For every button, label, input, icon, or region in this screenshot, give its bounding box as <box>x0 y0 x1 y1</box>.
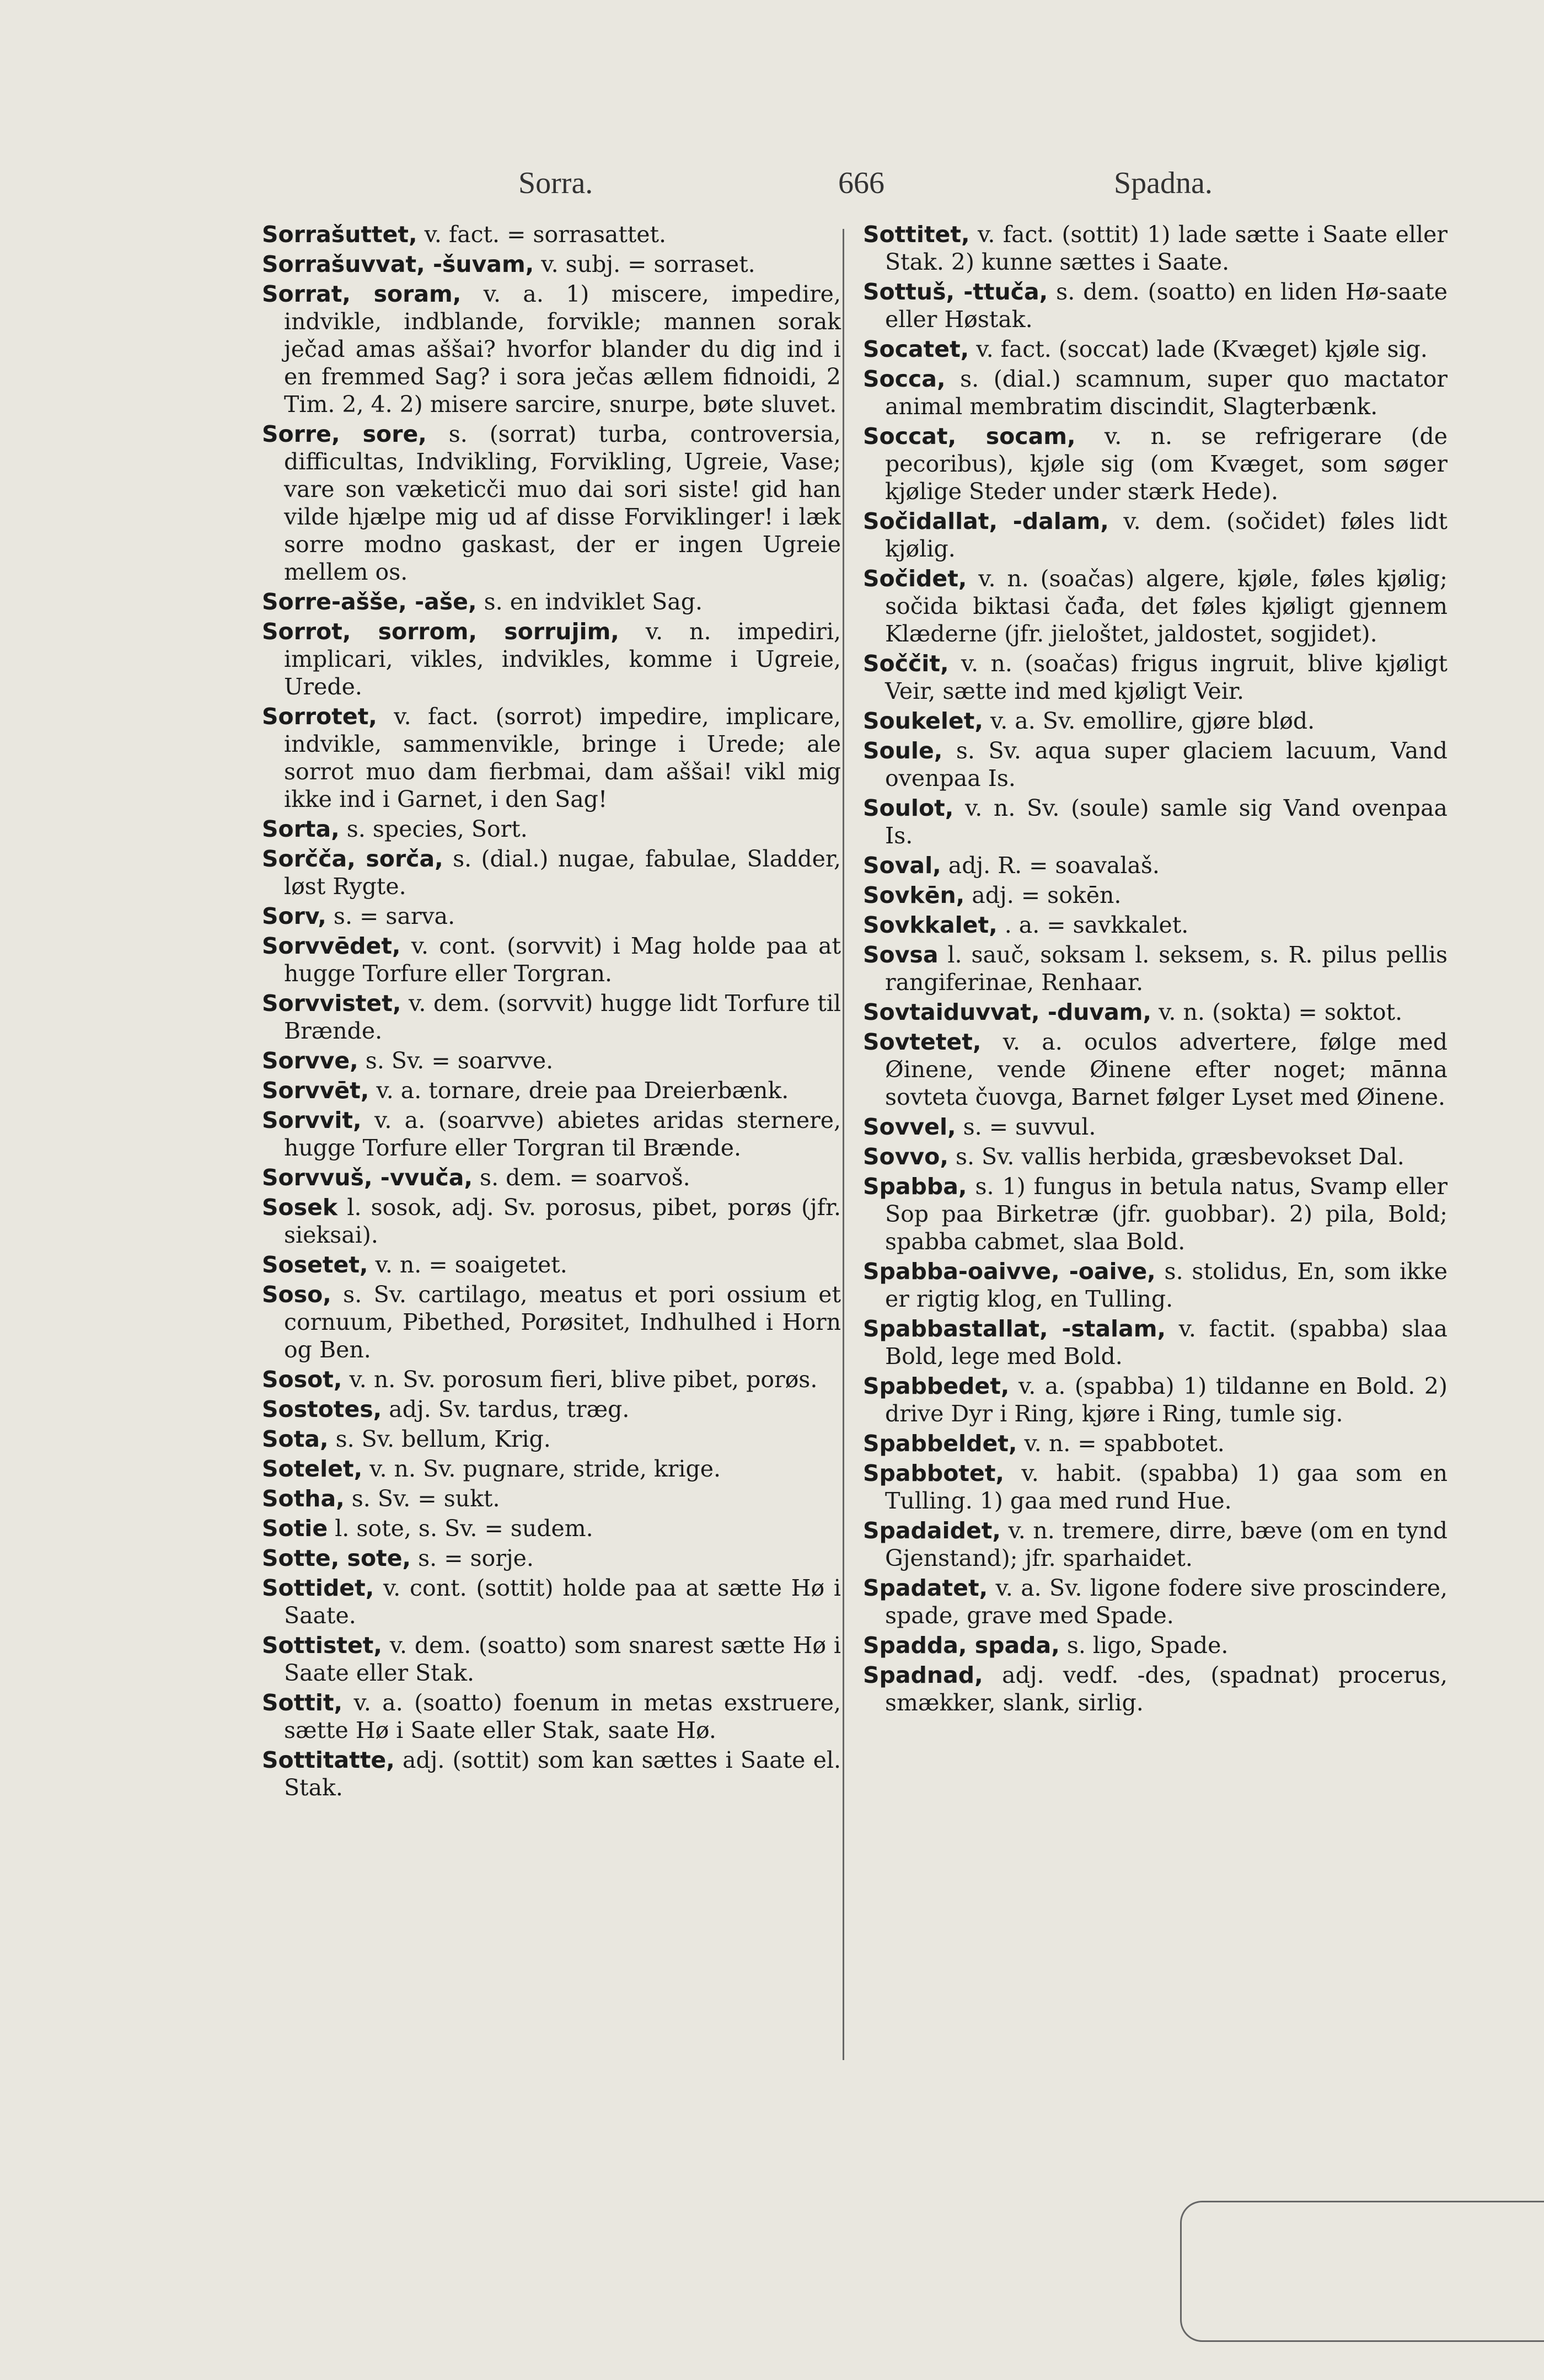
dictionary-entry <box>262 1746 841 1801</box>
column-divider <box>843 229 844 2060</box>
definition: s. = sorje. <box>411 1545 534 1571</box>
definition: l. sauč, soksam l. seksem, s. R. pilus pellis rangiferinae, Renhaar. <box>885 942 1447 996</box>
dictionary-entry <box>262 1689 841 1744</box>
dictionary-entry <box>863 1143 1447 1170</box>
headword: Sotie <box>262 1515 328 1542</box>
dictionary-entry <box>863 1315 1447 1370</box>
definition: v. dem. (sorvvit) hugge lidt Torfure til Brænde. <box>284 990 841 1044</box>
dictionary-entry <box>863 278 1447 333</box>
definition: s. Sv. cartilago, meatus et pori ossium et cornuum, Pibethed, Porøsitet, Indhulhed i Horn og Ben. <box>284 1281 841 1363</box>
headword: Sottuš, -ttuča, <box>863 279 1048 305</box>
headword: Socca, <box>863 366 946 392</box>
dictionary-entry <box>863 852 1447 879</box>
dictionary-entry <box>863 365 1447 420</box>
dictionary-entry <box>262 1574 841 1629</box>
dictionary-entry <box>863 1517 1447 1572</box>
definition: v. n. Sv. pugnare, stride, krige. <box>362 1456 721 1482</box>
definition: v. n. (soačas) algere, kjøle, føles kjølig; sočida biktasi čađa, det føles kjøligt gjennem Klæderne (jfr. jieloštet, jaldostet, sogjidet). <box>885 565 1447 647</box>
dictionary-entry <box>262 1077 841 1104</box>
definition: s. (sorrat) turba, controversia, difficultas, Indvikling, Forvikling, Ugreie, Vase; vare son væketicči muo dai sori siste! gid han vilde hjælpe mig ud af disse Forviklinger! i læk sorre modno gaskast, der er ingen Ugreie mellem os. <box>284 421 841 585</box>
headword: Spabbedet, <box>863 1373 1010 1399</box>
headword: Soččit, <box>863 650 949 677</box>
headword: Spadatet, <box>863 1575 988 1601</box>
headword: Sostotes, <box>262 1396 382 1422</box>
headword: Sovkkalet, <box>863 912 998 938</box>
dictionary-entry <box>863 422 1447 505</box>
headword: Soccat, socam, <box>863 423 1076 450</box>
definition: s. en indviklet Sag. <box>476 589 703 615</box>
dictionary-entry <box>863 1574 1447 1629</box>
dictionary-entry <box>262 1515 841 1542</box>
left-column <box>262 221 841 1804</box>
headword: Soukelet, <box>863 708 983 734</box>
dictionary-entry <box>863 911 1447 939</box>
dictionary-entry <box>863 565 1447 648</box>
dictionary-entry <box>863 650 1447 705</box>
definition: v. a. (spabba) 1) tildanne en Bold. 2) drive Dyr i Ring, kjøre i Ring, tumle sig. <box>885 1373 1447 1427</box>
definition: s. stolidus, En, som ikke er rigtig klog, en Tulling. <box>885 1258 1447 1312</box>
dictionary-entry <box>863 1028 1447 1111</box>
dictionary-entry <box>262 1281 841 1363</box>
headword: Sottistet, <box>262 1632 382 1659</box>
definition: v. a. 1) miscere, impedire, indvikle, indblande, forvikle; mannen sorak ječad amas aššai? hvorfor blander du dig ind i en fremmed Sag? i sora ječas ællem fidnoidi, 2 Tim. 2, 4. 2) misere sarcire, snurpe, bøte sluvet. <box>284 281 841 418</box>
definition: s. 1) fungus in betula natus, Svamp eller Sop paa Birketræ (jfr. guobbar). 2) pila, Bold; spabba cabmet, slaa Bold. <box>885 1173 1447 1255</box>
headword: Spadaidet, <box>863 1517 1001 1544</box>
definition: s. Sv. aqua super glaciem lacuum, Vand ovenpaa Is. <box>885 737 1447 791</box>
headword: Sovsa <box>863 942 939 968</box>
headword: Sorrašuttet, <box>262 221 417 248</box>
headword: Spabbeldet, <box>863 1430 1017 1457</box>
dictionary-entry <box>262 902 841 930</box>
headword: Sota, <box>262 1426 329 1452</box>
headword: Sovtetet, <box>863 1029 982 1055</box>
headword: Spabba, <box>863 1173 967 1200</box>
headword: Sorre-ašše, -aše, <box>262 589 477 615</box>
definition: v. fact. (sorrot) impedire, implicare, indvikle, sammenvikle, bringe i Urede; ale sorrot muo dam fierbmai, dam aššai! vikl mig ikke ind i Garnet, i den Sag! <box>284 703 841 812</box>
dictionary-entry <box>863 335 1447 363</box>
definition: v. fact. (sottit) 1) lade sætte i Saate eller Stak. 2) kunne sættes i Saate. <box>885 221 1447 275</box>
headword: Sottidet, <box>262 1575 374 1601</box>
headword: Sotelet, <box>262 1456 363 1482</box>
dictionary-entry <box>863 1258 1447 1313</box>
headword: Sorre, sore, <box>262 421 427 447</box>
definition: s. Sv. = soarvve. <box>358 1047 554 1074</box>
headword: Soulot, <box>863 795 954 821</box>
dictionary-entry <box>863 1113 1447 1141</box>
definition: s. dem. (soatto) en liden Hø-saate eller Høstak. <box>885 279 1447 333</box>
headword: Sovkēn, <box>863 882 965 908</box>
dictionary-entry <box>863 998 1447 1026</box>
dictionary-entry <box>863 1661 1447 1716</box>
definition: v. cont. (sottit) holde paa at sætte Hø i Saate. <box>284 1575 841 1629</box>
definition: v. a. Sv. emollire, gjøre blød. <box>983 708 1315 734</box>
dictionary-entry <box>262 703 841 813</box>
headword: Sorčča, sorča, <box>262 846 443 872</box>
dictionary-entry <box>262 280 841 418</box>
headword: Spadnad, <box>863 1662 983 1688</box>
dictionary-entry <box>863 737 1447 792</box>
definition: s. (dial.) nugae, fabulae, Sladder, løst Rygte. <box>284 846 841 900</box>
headword: Sosot, <box>262 1366 342 1393</box>
definition: v. n. Sv. (soule) samle sig Vand ovenpaa Is. <box>885 795 1447 849</box>
definition: v. n. impediri, implicari, vikles, indvikles, komme i Ugreie, Urede. <box>284 618 841 700</box>
dictionary-entry <box>262 1485 841 1512</box>
definition: adj. = sokēn. <box>964 882 1122 908</box>
dictionary-entry <box>262 932 841 987</box>
definition: s. ligo, Spade. <box>1059 1632 1229 1659</box>
dictionary-entry <box>262 1366 841 1393</box>
dictionary-entry <box>262 588 841 616</box>
headword: Sorvvit, <box>262 1107 362 1133</box>
headword: Sotte, sote, <box>262 1545 411 1571</box>
definition: l. sote, s. Sv. = sudem. <box>328 1515 593 1542</box>
definition: v. habit. (spabba) 1) gaa som en Tulling. 1) gaa med rund Hue. <box>885 1460 1447 1514</box>
headword: Sovtaiduvvat, -duvam, <box>863 999 1152 1025</box>
definition: v. fact. (soccat) lade (Kvæget) kjøle sig. <box>969 336 1428 362</box>
headword: Sočidallat, -dalam, <box>863 508 1109 534</box>
definition: v. a. (soatto) foenum in metas exstruere, sætte Hø i Saate eller Stak, saate Hø. <box>284 1689 841 1743</box>
definition: . a. = savkkalet. <box>997 912 1189 938</box>
dictionary-entry <box>262 221 841 248</box>
definition: adj. R. = soavalaš. <box>941 852 1160 879</box>
definition: v. a. tornare, dreie paa Dreierbænk. <box>369 1077 789 1104</box>
headword: Sorvvistet, <box>262 990 401 1017</box>
definition: v. dem. (sočidet) føles lidt kjølig. <box>885 508 1448 562</box>
definition: v. a. (soarvve) abietes aridas sternere, hugge Torfure eller Torgran til Brænde. <box>284 1107 841 1161</box>
definition: adj. (sottit) som kan sættes i Saate el. Stak. <box>284 1747 841 1801</box>
running-head-right: Spadna. <box>1114 166 1213 200</box>
dictionary-entry <box>863 794 1447 849</box>
definition: v. a. oculos advertere, følge med Øinene, vende Øinene efter noget; mānna sovteta čuovga, Barnet følger Lyset med Øinene. <box>885 1029 1447 1110</box>
library-stamp-frame <box>1180 2201 1544 2342</box>
definition: v. fact. = sorrasattet. <box>417 221 667 248</box>
headword: Sorv, <box>262 903 326 929</box>
headword: Sočidet, <box>863 565 967 592</box>
definition: s. species, Sort. <box>339 816 528 842</box>
right-column <box>863 221 1447 1719</box>
definition: v. n. Sv. porosum fieri, blive pibet, porøs. <box>342 1366 818 1393</box>
definition: s. = suvvul. <box>956 1114 1096 1140</box>
dictionary-entry <box>262 1251 841 1279</box>
headword: Sottitet, <box>863 221 970 248</box>
headword: Sorrotet, <box>262 703 377 730</box>
definition: v. n. se refrigerare (de pecoribus), kjøle sig (om Kvæget, som søger kjølige Steder under stærk Hede). <box>885 423 1447 505</box>
definition: l. sosok, adj. Sv. porosus, pibet, porøs (jfr. sieksai). <box>284 1194 841 1248</box>
page-number: 666 <box>838 166 884 200</box>
headword: Sottit, <box>262 1689 343 1716</box>
headword: Sorrašuvvat, -šuvam, <box>262 251 534 277</box>
definition: adj. Sv. tardus, træg. <box>382 1396 630 1422</box>
dictionary-entry <box>262 845 841 900</box>
page-header <box>0 165 1544 215</box>
definition: v. dem. (soatto) som snarest sætte Hø i Saate eller Stak. <box>284 1632 841 1686</box>
dictionary-entry <box>262 1194 841 1249</box>
dictionary-entry <box>262 1544 841 1572</box>
headword: Socatet, <box>863 336 969 362</box>
definition: s. dem. = soarvoš. <box>473 1164 690 1191</box>
running-head-left: Sorra. <box>518 166 593 200</box>
dictionary-entry <box>863 1632 1447 1659</box>
dictionary-entry <box>863 1459 1447 1515</box>
headword: Sorrat, soram, <box>262 281 462 307</box>
definition: v. cont. (sorvvit) i Mag holde paa at hugge Torfure eller Torgran. <box>284 933 841 987</box>
headword: Soso, <box>262 1281 331 1308</box>
dictionary-entry <box>863 881 1447 909</box>
definition: s. Sv. bellum, Krig. <box>328 1426 551 1452</box>
dictionary-entry <box>863 1173 1447 1255</box>
definition: v. factit. (spabba) slaa Bold, lege med Bold. <box>885 1315 1447 1370</box>
definition: v. n. = soaigetet. <box>368 1251 567 1278</box>
dictionary-entry <box>262 1047 841 1074</box>
dictionary-entry <box>262 1425 841 1453</box>
definition: v. a. Sv. ligone fodere sive proscindere, spade, grave med Spade. <box>885 1575 1447 1629</box>
dictionary-entry <box>262 1632 841 1687</box>
dictionary-entry <box>262 815 841 843</box>
dictionary-entry <box>863 707 1447 735</box>
dictionary-entry <box>863 221 1447 276</box>
dictionary-entry <box>262 1455 841 1483</box>
dictionary-entry <box>262 1106 841 1162</box>
dictionary-entry <box>262 1164 841 1191</box>
dictionary-entry <box>262 420 841 586</box>
dictionary-entry <box>262 618 841 700</box>
headword: Sottitatte, <box>262 1747 395 1773</box>
definition: s. (dial.) scamnum, super quo mactator animal membratim discindit, Slagterbænk. <box>885 366 1447 420</box>
headword: Sorta, <box>262 816 340 842</box>
headword: Sorrot, sorrom, sorrujim, <box>262 618 619 645</box>
dictionary-entry <box>863 1372 1447 1427</box>
headword: Spabba-oaivve, -oaive, <box>863 1258 1156 1285</box>
definition: adj. vedf. -des, (spadnat) procerus, smækker, slank, sirlig. <box>885 1662 1447 1716</box>
headword: Sotha, <box>262 1485 345 1512</box>
dictionary-entry <box>863 507 1447 563</box>
definition: s. Sv. = sukt. <box>344 1485 500 1512</box>
definition: v. n. = spabbotet. <box>1017 1430 1225 1457</box>
definition: v. n. (sokta) = soktot. <box>1151 999 1403 1025</box>
headword: Sorvvuš, -vvuča, <box>262 1164 473 1191</box>
definition: v. subj. = sorraset. <box>534 251 755 277</box>
headword: Sovvel, <box>863 1114 956 1140</box>
headword: Sovvo, <box>863 1143 948 1170</box>
headword: Soule, <box>863 737 943 764</box>
dictionary-entry <box>262 1395 841 1423</box>
definition: v. n. tremere, dirre, bæve (om en tynd Gjenstand); jfr. sparhaidet. <box>885 1517 1447 1571</box>
headword: Sorvvēdet, <box>262 933 401 959</box>
headword: Sorvve, <box>262 1047 358 1074</box>
headword: Sosetet, <box>262 1251 368 1278</box>
headword: Soval, <box>863 852 941 879</box>
definition: v. n. (soačas) frigus ingruit, blive kjøligt Veir, sætte ind med kjøligt Veir. <box>885 650 1447 704</box>
definition: s. Sv. vallis herbida, græsbevokset Dal. <box>948 1143 1404 1170</box>
headword: Sosek <box>262 1194 338 1221</box>
dictionary-entry <box>863 1430 1447 1457</box>
headword: Sorvvēt, <box>262 1077 369 1104</box>
dictionary-entry <box>863 941 1447 996</box>
headword: Spadda, spada, <box>863 1632 1060 1659</box>
headword: Spabbastallat, -stalam, <box>863 1315 1166 1342</box>
dictionary-entry <box>262 990 841 1045</box>
dictionary-entry <box>262 250 841 278</box>
definition: s. = sarva. <box>326 903 455 929</box>
headword: Spabbotet, <box>863 1460 1004 1486</box>
